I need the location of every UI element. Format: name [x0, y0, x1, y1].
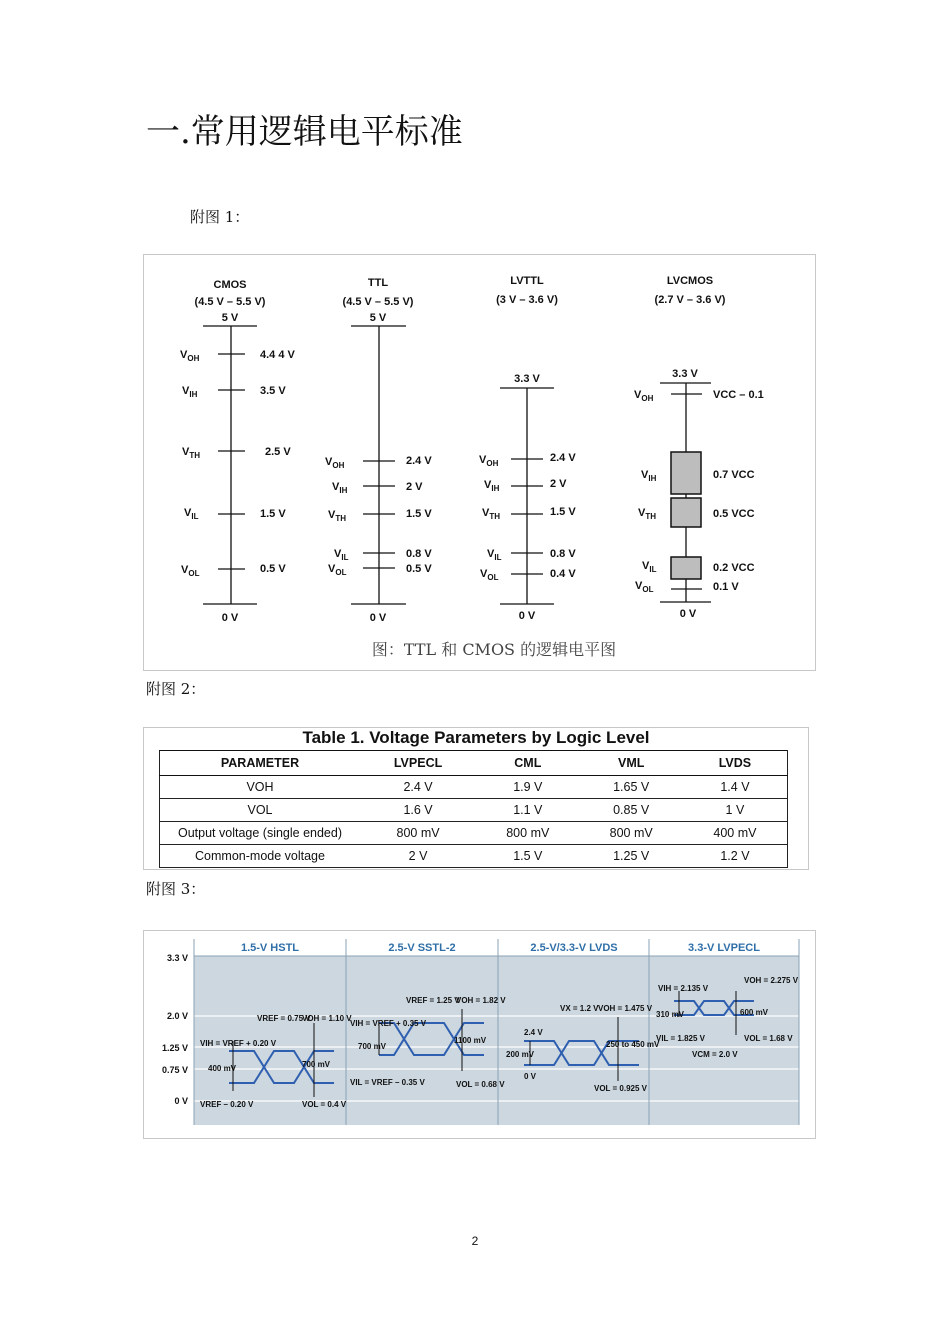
table-cell: 1.4 V: [683, 776, 788, 799]
lvds-voh-label: VOH = 1.475 V: [598, 1004, 653, 1013]
cmos-vih-symbol: $V_{IH}$: [182, 385, 198, 399]
lvttl-vth-value: 1.5 V: [550, 506, 576, 518]
ttl-range: (4.5 V – 5.5 V): [342, 296, 414, 308]
cmos-vol-symbol: $V_{OL}$: [181, 564, 200, 578]
ttl-top: 5 V: [369, 312, 387, 324]
table-header-row: [160, 751, 788, 776]
lvcmos-title: LVCMOS: [666, 275, 714, 287]
lvpecl-swing-out: 600 mV: [740, 1008, 769, 1017]
table-cell: 1.9 V: [476, 776, 579, 799]
table-cell: 400 mV: [683, 822, 788, 845]
table1-title: Table 1. Voltage Parameters by Logic Level: [302, 728, 650, 747]
figure1-svg: [144, 255, 815, 670]
lvpecl-vol-label: VOL = 1.68 V: [744, 1034, 793, 1043]
cmos-vth-value: 2.5 V: [265, 446, 291, 458]
lvpecl-vih-label: VIH = 2.135 V: [658, 984, 709, 993]
cmos-vil-value: 1.5 V: [260, 508, 286, 520]
sstl-vil-label: VIL = VREF – 0.35 V: [350, 1078, 425, 1087]
lvttl-voh-symbol: $V_{OH}$: [479, 454, 499, 468]
table-cell: 1.5 V: [476, 845, 579, 868]
lvcmos-top: 3.3 V: [672, 368, 698, 380]
hstl-swing-out: 700 mV: [302, 1060, 331, 1069]
y-tick-3.3: 3.3 V: [166, 953, 188, 963]
lvds-swing-in: 200 mV: [506, 1050, 535, 1059]
table-cell: VOH: [160, 776, 361, 799]
page-heading: 一.常用逻辑电平标准: [146, 112, 463, 152]
ttl-vil-value: 0.8 V: [406, 548, 432, 560]
lvds-hi-label: 2.4 V: [524, 1028, 543, 1037]
lvcmos-vil-band: [671, 557, 701, 579]
table-cell: 800 mV: [360, 822, 476, 845]
lvcmos-vol-value: 0.1 V: [713, 581, 739, 593]
table-cell: 1.2 V: [683, 845, 788, 868]
lvpecl-vil-label: VIL = 1.825 V: [656, 1034, 705, 1043]
lvds-swing-out: 250 to 450 mV: [606, 1040, 660, 1049]
figure3-caption-label: 附图 3：: [146, 880, 206, 898]
table-cell: Output voltage (single ended): [160, 822, 361, 845]
lvttl-bottom: 0 V: [518, 610, 536, 622]
table-cell: Common-mode voltage: [160, 845, 361, 868]
lvcmos-vol-symbol: $V_{OL}$: [635, 580, 654, 594]
lvcmos-voh-value: VCC – 0.1: [713, 389, 764, 401]
lvcmos-vth-band: [671, 498, 701, 527]
table-cell: 1.25 V: [579, 845, 682, 868]
figure2-caption-label: 附图 2：: [146, 680, 206, 698]
table-cell: 1.6 V: [360, 799, 476, 822]
col-lvpecl-title: 3.3-V LVPECL: [688, 942, 760, 954]
figure3-plot-bg: [194, 956, 799, 1125]
col-sstl-title: 2.5-V SSTL-2: [388, 942, 456, 954]
hstl-swing-in: 400 mV: [208, 1064, 237, 1073]
cmos-vih-value: 3.5 V: [260, 385, 286, 397]
table-header-cell: PARAMETER: [160, 751, 361, 776]
ttl-voh-value: 2.4 V: [406, 455, 432, 467]
table-cell: VOL: [160, 799, 361, 822]
cmos-title: CMOS: [213, 279, 247, 291]
cmos-vol-value: 0.5 V: [260, 563, 286, 575]
lvcmos-bottom: 0 V: [679, 608, 697, 620]
lvcmos-vil-value: 0.2 VCC: [713, 562, 755, 574]
ttl-voh-symbol: $V_{OH}$: [325, 456, 345, 470]
table-cell: 2 V: [360, 845, 476, 868]
lvcmos-voh-symbol: $V_{OH}$: [634, 389, 654, 403]
table-cell: 800 mV: [579, 822, 682, 845]
lvcmos-range: (2.7 V – 3.6 V): [654, 294, 726, 306]
cmos-range: (4.5 V – 5.5 V): [194, 296, 266, 308]
y-tick-0.75: 0.75 V: [161, 1065, 188, 1075]
cmos-vth-symbol: $V_{TH}$: [182, 446, 201, 460]
ttl-bottom: 0 V: [369, 612, 387, 624]
lvttl-range: (3 V – 3.6 V): [496, 294, 558, 306]
table-header-cell: LVPECL: [360, 751, 476, 776]
ttl-vol-symbol: $V_{OL}$: [328, 563, 347, 577]
lvcmos-vth-value: 0.5 VCC: [713, 508, 755, 520]
table-header-cell: CML: [476, 751, 579, 776]
lvpecl-voh-label: VOH = 2.275 V: [744, 976, 799, 985]
y-tick-1.25: 1.25 V: [161, 1043, 188, 1053]
table-row: [160, 799, 788, 822]
table-cell: 0.85 V: [579, 799, 682, 822]
figure1-logic-levels: [143, 254, 816, 671]
cmos-top: 5 V: [221, 312, 239, 324]
table-row: [160, 845, 788, 868]
sstl-vol-label: VOL = 0.68 V: [456, 1080, 505, 1089]
table-cell: 1 V: [683, 799, 788, 822]
ttl-vth-value: 1.5 V: [406, 508, 432, 520]
sstl-vih-label: VIH = VREF + 0.35 V: [350, 1019, 427, 1028]
sstl-vref-label: VREF = 1.25 V: [406, 996, 460, 1005]
cmos-vil-symbol: $V_{IL}$: [184, 507, 199, 521]
ttl-vol-value: 0.5 V: [406, 563, 432, 575]
page-number: 2: [471, 1234, 479, 1248]
lvttl-vol-value: 0.4 V: [550, 568, 576, 580]
lvcmos-vil-symbol: $V_{IL}$: [642, 560, 657, 574]
hstl-vol-label: VOL = 0.4 V: [302, 1100, 347, 1109]
sstl-voh-label: VOH = 1.82 V: [456, 996, 506, 1005]
cmos-voh-symbol: $V_{OH}$: [180, 349, 200, 363]
table-cell: 800 mV: [476, 822, 579, 845]
table-cell: 1.65 V: [579, 776, 682, 799]
hstl-vref-label: VREF = 0.75 V: [257, 1014, 311, 1023]
lvcmos-vth-symbol: $V_{TH}$: [638, 507, 657, 521]
cmos-bottom: 0 V: [221, 612, 239, 624]
hstl-vih-label: VIH = VREF + 0.20 V: [200, 1039, 277, 1048]
lvpecl-vcm-label: VCM = 2.0 V: [692, 1050, 738, 1059]
lvttl-title: LVTTL: [510, 275, 544, 287]
lvttl-voh-value: 2.4 V: [550, 452, 576, 464]
hstl-voh-label: VOH = 1.10 V: [302, 1014, 352, 1023]
sstl-swing-out: 1100 mV: [454, 1036, 487, 1045]
ttl-vih-symbol: $V_{IH}$: [332, 481, 348, 495]
lvttl-vih-symbol: $V_{IH}$: [484, 479, 500, 493]
cmos-voh-value: 4.4 4 V: [260, 349, 295, 361]
lvttl-top: 3.3 V: [514, 373, 540, 385]
lvttl-vol-symbol: $V_{OL}$: [480, 568, 499, 582]
col-lvds-title: 2.5-V/3.3-V LVDS: [530, 942, 618, 954]
col-hstl-title: 1.5-V HSTL: [240, 942, 300, 954]
table-row: [160, 822, 788, 845]
lvcmos-vih-symbol: $V_{IH}$: [641, 469, 657, 483]
lvcmos-vih-band: [671, 452, 701, 494]
figure1-caption-label: 附图 1：: [190, 208, 250, 226]
y-tick-2.0: 2.0 V: [166, 1011, 188, 1021]
sstl-swing-in: 700 mV: [358, 1042, 387, 1051]
table-header-cell: VML: [579, 751, 682, 776]
ttl-vth-symbol: $V_{TH}$: [328, 509, 347, 523]
lvttl-vil-symbol: $V_{IL}$: [487, 548, 502, 562]
lvpecl-swing-in: 310 mV: [656, 1010, 685, 1019]
lvttl-vil-value: 0.8 V: [550, 548, 576, 560]
lvttl-vth-symbol: $V_{TH}$: [482, 507, 501, 521]
table-header-cell: LVDS: [683, 751, 788, 776]
table-cell: 2.4 V: [360, 776, 476, 799]
lvds-vx-label: VX = 1.2 V: [560, 1004, 599, 1013]
voltage-parameter-table: [159, 750, 788, 868]
lvcmos-vih-value: 0.7 VCC: [713, 469, 755, 481]
figure3-svg: [144, 931, 815, 1138]
table-cell: 1.1 V: [476, 799, 579, 822]
figure3-io-standards: [143, 930, 816, 1139]
table-row: [160, 776, 788, 799]
y-tick-0: 0 V: [174, 1096, 188, 1106]
ttl-title: TTL: [367, 277, 389, 289]
ttl-vil-symbol: $V_{IL}$: [334, 548, 349, 562]
lvds-lo-label: 0 V: [524, 1072, 537, 1081]
lvttl-vih-value: 2 V: [550, 478, 567, 490]
hstl-vil-label: VREF – 0.20 V: [200, 1100, 254, 1109]
lvds-vol-label: VOL = 0.925 V: [594, 1084, 647, 1093]
ttl-vih-value: 2 V: [406, 481, 423, 493]
figure1-caption: 图：TTL 和 CMOS 的逻辑电平图: [371, 640, 617, 659]
